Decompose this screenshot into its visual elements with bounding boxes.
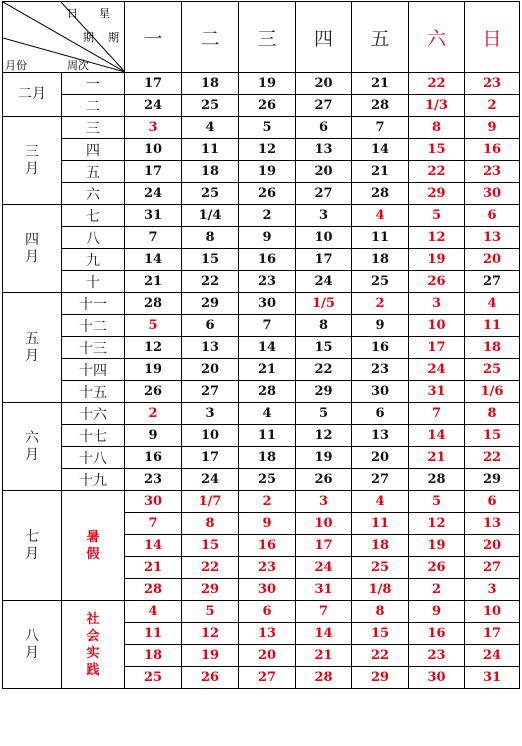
day-cell: 8 — [465, 403, 520, 425]
month-label — [3, 491, 62, 601]
day-cell: 9 — [352, 315, 409, 337]
vacation-note-char: 社 — [86, 611, 100, 627]
corner-label-week-number: 周次 — [67, 59, 89, 72]
day-cell: 28 — [239, 381, 296, 403]
day-cell: 19 — [239, 161, 296, 183]
day-cell: 27 — [465, 271, 520, 293]
day-cell: 30 — [465, 183, 520, 205]
day-cell: 26 — [239, 183, 296, 205]
week-row — [3, 271, 520, 293]
corner-label-xing: 星 — [99, 7, 110, 20]
week-number: 十二 — [62, 315, 125, 337]
day-cell: 20 — [296, 161, 352, 183]
day-cell: 13 — [465, 513, 520, 535]
month-label-char: 三 — [25, 143, 39, 160]
day-cell: 13 — [465, 227, 520, 249]
week-number: 十一 — [62, 293, 125, 315]
day-cell: 16 — [239, 249, 296, 271]
day-cell: 24 — [296, 557, 352, 579]
day-cell: 23 — [239, 557, 296, 579]
day-cell: 31 — [125, 205, 182, 227]
day-cell: 23 — [465, 73, 520, 95]
day-cell: 11 — [352, 227, 409, 249]
week-number: 八 — [62, 227, 125, 249]
month-label — [3, 73, 62, 117]
day-cell: 3 — [296, 205, 352, 227]
day-cell: 31 — [465, 667, 520, 689]
day-cell: 6 — [182, 315, 239, 337]
day-cell: 30 — [125, 491, 182, 513]
day-cell: 2 — [125, 403, 182, 425]
day-cell: 24 — [409, 359, 465, 381]
weekday-header-tue: 二 — [182, 2, 239, 73]
day-cell: 11 — [465, 315, 520, 337]
week-row — [3, 183, 520, 205]
month-label-char: 八 — [25, 627, 39, 644]
day-cell: 23 — [352, 359, 409, 381]
calendar-body — [3, 73, 520, 689]
day-cell: 23 — [239, 271, 296, 293]
corner-label-qi-2: 期 — [108, 31, 119, 44]
day-cell: 24 — [125, 95, 182, 117]
corner-label-month: 月份 — [5, 59, 27, 72]
day-cell: 24 — [465, 645, 520, 667]
week-row — [3, 469, 520, 491]
day-cell: 25 — [465, 359, 520, 381]
day-cell: 4 — [182, 117, 239, 139]
day-cell: 22 — [409, 161, 465, 183]
day-cell: 27 — [296, 95, 352, 117]
day-cell: 4 — [352, 491, 409, 513]
day-cell: 21 — [352, 73, 409, 95]
day-cell: 13 — [182, 337, 239, 359]
week-row — [3, 117, 520, 139]
day-cell: 14 — [125, 249, 182, 271]
day-cell: 2 — [239, 491, 296, 513]
day-cell: 25 — [239, 469, 296, 491]
day-cell: 18 — [182, 161, 239, 183]
day-cell: 7 — [239, 315, 296, 337]
corner-header-cell — [3, 2, 125, 73]
month-label-char: 月 — [25, 446, 39, 463]
header-row — [3, 2, 520, 73]
day-cell: 10 — [409, 315, 465, 337]
day-cell: 29 — [296, 381, 352, 403]
week-number: 六 — [62, 183, 125, 205]
day-cell: 16 — [125, 447, 182, 469]
week-row — [3, 95, 520, 117]
day-cell: 1/7 — [182, 491, 239, 513]
day-cell: 22 — [182, 557, 239, 579]
day-cell: 12 — [296, 425, 352, 447]
vacation-note — [62, 601, 125, 689]
day-cell: 29 — [182, 579, 239, 601]
week-number: 四 — [62, 139, 125, 161]
day-cell: 5 — [409, 491, 465, 513]
week-row — [3, 403, 520, 425]
day-cell: 15 — [182, 535, 239, 557]
day-cell: 17 — [296, 249, 352, 271]
vacation-note-char: 假 — [86, 546, 100, 562]
day-cell: 26 — [409, 271, 465, 293]
week-number: 九 — [62, 249, 125, 271]
day-cell: 28 — [125, 293, 182, 315]
month-label — [3, 601, 62, 689]
day-cell: 17 — [182, 447, 239, 469]
day-cell: 19 — [409, 535, 465, 557]
day-cell: 21 — [239, 359, 296, 381]
day-cell: 16 — [239, 535, 296, 557]
month-label — [3, 403, 62, 491]
day-cell: 30 — [239, 293, 296, 315]
week-number: 十九 — [62, 469, 125, 491]
day-cell: 9 — [239, 513, 296, 535]
day-cell: 26 — [239, 95, 296, 117]
day-cell: 11 — [125, 623, 182, 645]
vacation-note-char: 会 — [86, 628, 100, 644]
day-cell: 6 — [465, 491, 520, 513]
day-cell: 18 — [182, 73, 239, 95]
day-cell: 20 — [465, 535, 520, 557]
day-cell: 28 — [352, 183, 409, 205]
day-cell: 21 — [125, 271, 182, 293]
week-number: 十五 — [62, 381, 125, 403]
week-row — [3, 161, 520, 183]
day-cell: 6 — [465, 205, 520, 227]
day-cell: 22 — [296, 359, 352, 381]
vacation-note-char: 暑 — [86, 529, 100, 545]
day-cell: 15 — [465, 425, 520, 447]
day-cell: 26 — [409, 557, 465, 579]
week-number: 五 — [62, 161, 125, 183]
day-cell: 25 — [352, 271, 409, 293]
weekday-header-thu: 四 — [296, 2, 352, 73]
day-cell: 17 — [296, 535, 352, 557]
day-cell: 20 — [465, 249, 520, 271]
day-cell: 29 — [409, 183, 465, 205]
week-row — [3, 205, 520, 227]
day-cell: 7 — [125, 513, 182, 535]
month-label-char: 月 — [25, 545, 39, 562]
month-label — [3, 117, 62, 205]
week-number: 十六 — [62, 403, 125, 425]
day-cell: 7 — [352, 117, 409, 139]
day-cell: 22 — [465, 447, 520, 469]
day-cell: 28 — [352, 95, 409, 117]
day-cell: 18 — [352, 535, 409, 557]
weekday-header-wed: 三 — [239, 2, 296, 73]
day-cell: 10 — [465, 601, 520, 623]
day-cell: 5 — [239, 117, 296, 139]
week-row — [3, 337, 520, 359]
day-cell: 21 — [352, 161, 409, 183]
day-cell: 30 — [352, 381, 409, 403]
day-cell: 16 — [409, 623, 465, 645]
day-cell: 21 — [125, 557, 182, 579]
day-cell: 14 — [352, 139, 409, 161]
day-cell: 8 — [296, 315, 352, 337]
day-cell: 12 — [409, 513, 465, 535]
month-label — [3, 205, 62, 293]
day-cell: 22 — [352, 645, 409, 667]
week-number: 十八 — [62, 447, 125, 469]
day-cell: 9 — [465, 117, 520, 139]
vacation-note-char: 实 — [86, 645, 100, 661]
corner-label-qi-1: 期 — [83, 31, 94, 44]
week-row — [3, 139, 520, 161]
day-cell: 11 — [239, 425, 296, 447]
day-cell: 6 — [239, 601, 296, 623]
day-cell: 10 — [296, 513, 352, 535]
day-cell: 20 — [182, 359, 239, 381]
day-cell: 13 — [239, 623, 296, 645]
day-cell: 4 — [352, 205, 409, 227]
day-cell: 31 — [296, 579, 352, 601]
day-cell: 18 — [125, 645, 182, 667]
day-cell: 12 — [239, 139, 296, 161]
day-cell: 19 — [409, 249, 465, 271]
day-cell: 2 — [239, 205, 296, 227]
month-label-char: 七 — [25, 528, 39, 545]
day-cell: 7 — [296, 601, 352, 623]
day-cell: 19 — [239, 73, 296, 95]
day-cell: 15 — [409, 139, 465, 161]
day-cell: 1/4 — [182, 205, 239, 227]
day-cell: 27 — [239, 667, 296, 689]
day-cell: 14 — [125, 535, 182, 557]
month-label-char: 月 — [25, 160, 39, 177]
week-row — [3, 447, 520, 469]
day-cell: 18 — [239, 447, 296, 469]
day-cell: 27 — [352, 469, 409, 491]
day-cell: 8 — [409, 117, 465, 139]
day-cell: 27 — [296, 183, 352, 205]
day-cell: 13 — [296, 139, 352, 161]
day-cell: 23 — [125, 469, 182, 491]
day-cell: 25 — [182, 183, 239, 205]
week-number: 一 — [62, 73, 125, 95]
day-cell: 1/8 — [352, 579, 409, 601]
day-cell: 17 — [409, 337, 465, 359]
day-cell: 1/5 — [296, 293, 352, 315]
day-cell: 2 — [352, 293, 409, 315]
day-cell: 3 — [409, 293, 465, 315]
day-cell: 11 — [182, 139, 239, 161]
week-row — [3, 381, 520, 403]
day-cell: 14 — [239, 337, 296, 359]
day-cell: 18 — [352, 249, 409, 271]
week-row — [3, 293, 520, 315]
day-cell: 3 — [465, 579, 520, 601]
vacation-note — [62, 491, 125, 601]
day-cell: 19 — [182, 645, 239, 667]
day-cell: 12 — [409, 227, 465, 249]
day-cell: 12 — [182, 623, 239, 645]
school-calendar-table — [2, 1, 520, 689]
week-number: 七 — [62, 205, 125, 227]
day-cell: 28 — [296, 667, 352, 689]
day-cell: 5 — [182, 601, 239, 623]
day-cell: 9 — [239, 227, 296, 249]
day-cell: 17 — [125, 73, 182, 95]
day-cell: 25 — [182, 95, 239, 117]
day-cell: 13 — [352, 425, 409, 447]
day-cell: 8 — [352, 601, 409, 623]
day-cell: 26 — [125, 381, 182, 403]
day-cell: 21 — [296, 645, 352, 667]
day-cell: 2 — [409, 579, 465, 601]
vacation-note-char: 践 — [86, 662, 100, 678]
day-cell: 28 — [409, 469, 465, 491]
month-label-char: 五 — [25, 330, 39, 347]
day-cell: 14 — [296, 623, 352, 645]
week-row — [3, 425, 520, 447]
day-cell: 20 — [296, 73, 352, 95]
week-number: 十七 — [62, 425, 125, 447]
day-cell: 15 — [296, 337, 352, 359]
week-number: 三 — [62, 117, 125, 139]
day-cell: 22 — [409, 73, 465, 95]
day-cell: 17 — [125, 161, 182, 183]
day-cell: 30 — [409, 667, 465, 689]
day-cell: 14 — [409, 425, 465, 447]
day-cell: 18 — [465, 337, 520, 359]
day-cell: 4 — [125, 601, 182, 623]
day-cell: 5 — [409, 205, 465, 227]
month-label-char: 月 — [25, 644, 39, 661]
day-cell: 1/6 — [465, 381, 520, 403]
day-cell: 9 — [409, 601, 465, 623]
day-cell: 25 — [352, 557, 409, 579]
day-cell: 19 — [296, 447, 352, 469]
day-cell: 29 — [352, 667, 409, 689]
day-cell: 21 — [409, 447, 465, 469]
day-cell: 7 — [409, 403, 465, 425]
day-cell: 23 — [465, 161, 520, 183]
day-cell: 23 — [409, 645, 465, 667]
day-cell: 2 — [465, 95, 520, 117]
week-row — [3, 227, 520, 249]
month-label — [3, 293, 62, 403]
day-cell: 31 — [409, 381, 465, 403]
day-cell: 15 — [352, 623, 409, 645]
day-cell: 20 — [352, 447, 409, 469]
week-row — [3, 315, 520, 337]
day-cell: 4 — [239, 403, 296, 425]
weekday-header-fri: 五 — [352, 2, 409, 73]
week-number: 二 — [62, 95, 125, 117]
week-number: 十 — [62, 271, 125, 293]
weekday-header-sun: 日 — [465, 2, 520, 73]
day-cell: 10 — [125, 139, 182, 161]
day-cell: 6 — [352, 403, 409, 425]
day-cell: 29 — [465, 469, 520, 491]
week-row — [3, 249, 520, 271]
day-cell: 8 — [182, 227, 239, 249]
day-cell: 29 — [182, 293, 239, 315]
month-label-char: 月 — [25, 248, 39, 265]
day-cell: 1/3 — [409, 95, 465, 117]
day-cell: 26 — [296, 469, 352, 491]
day-cell: 11 — [352, 513, 409, 535]
day-cell: 27 — [465, 557, 520, 579]
month-label-char: 月 — [25, 347, 39, 364]
day-cell: 24 — [182, 469, 239, 491]
week-row — [3, 601, 520, 623]
day-cell: 16 — [352, 337, 409, 359]
day-cell: 26 — [182, 667, 239, 689]
day-cell: 12 — [125, 337, 182, 359]
month-label-char: 六 — [25, 429, 39, 446]
day-cell: 8 — [182, 513, 239, 535]
day-cell: 20 — [239, 645, 296, 667]
month-label-char: 四 — [25, 231, 39, 248]
day-cell: 28 — [125, 579, 182, 601]
day-cell: 3 — [182, 403, 239, 425]
day-cell: 9 — [125, 425, 182, 447]
day-cell: 16 — [465, 139, 520, 161]
week-number: 十四 — [62, 359, 125, 381]
week-number: 十三 — [62, 337, 125, 359]
day-cell: 3 — [125, 117, 182, 139]
day-cell: 6 — [296, 117, 352, 139]
day-cell: 10 — [296, 227, 352, 249]
day-cell: 30 — [239, 579, 296, 601]
weekday-header-sat: 六 — [409, 2, 465, 73]
day-cell: 10 — [182, 425, 239, 447]
month-label-char: 二月 — [18, 86, 46, 102]
corner-label-ri: 日 — [67, 7, 78, 20]
day-cell: 22 — [182, 271, 239, 293]
day-cell: 24 — [125, 183, 182, 205]
day-cell: 5 — [296, 403, 352, 425]
day-cell: 5 — [125, 315, 182, 337]
day-cell: 3 — [296, 491, 352, 513]
day-cell: 24 — [296, 271, 352, 293]
day-cell: 19 — [125, 359, 182, 381]
week-row — [3, 73, 520, 95]
week-row — [3, 491, 520, 513]
day-cell: 7 — [125, 227, 182, 249]
day-cell: 4 — [465, 293, 520, 315]
day-cell: 27 — [182, 381, 239, 403]
day-cell: 15 — [182, 249, 239, 271]
day-cell: 17 — [465, 623, 520, 645]
day-cell: 25 — [125, 667, 182, 689]
week-row — [3, 359, 520, 381]
weekday-header-mon: 一 — [125, 2, 182, 73]
